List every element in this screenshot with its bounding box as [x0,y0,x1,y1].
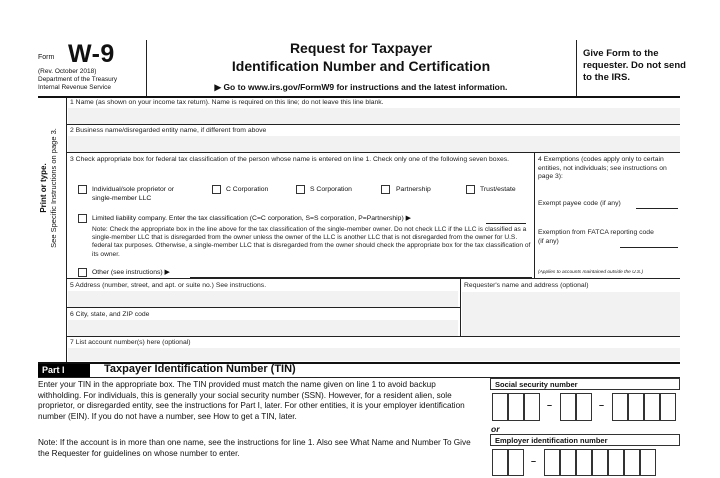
line2-rule [66,152,680,153]
line1-rule [66,124,680,125]
ssn-digit[interactable] [524,393,540,421]
ein-label: Employer identification number [495,436,608,445]
part1-title: Taxpayer Identification Number (TIN) [104,363,296,375]
ssn-header [490,378,680,390]
ein-dash: – [531,456,537,466]
option-other: Other (see instructions) ▶ [92,269,170,276]
ein-digit[interactable] [544,449,560,476]
ein-digit[interactable] [508,449,524,476]
ssn-digit[interactable] [508,393,524,421]
line3-label: 3 Check appropriate box for federal tax classification of the person whose name is entered on line 1. Check only one of the following seven boxes. [70,156,510,163]
option-partnership: Partnership [396,186,431,193]
ssn-digit[interactable] [492,393,508,421]
ssn-digit[interactable] [576,393,592,421]
line7-label: 7 List account number(s) here (optional) [70,339,191,346]
line6-rule [66,336,680,337]
option-llc: Limited liability company. Enter the tax classification (C=C corporation, S=S corporation, P=Partnership) ▶ [92,215,411,222]
ein-digit[interactable] [624,449,640,476]
option-s-corporation: S Corporation [310,186,352,193]
address-field[interactable] [68,291,458,307]
llc-classification-field[interactable] [486,223,526,224]
ssn-dash: – [547,400,553,410]
checkbox-individual[interactable] [78,185,87,194]
fatca-label: Exemption from FATCA reporting code (if any) [538,229,654,245]
exempt-payee-field[interactable] [636,208,678,209]
requester-label: Requester's name and address (optional) [464,282,589,289]
option-trust-estate: Trust/estate [480,186,516,193]
ssn-dash: – [599,400,605,410]
revision-date: (Rev. October 2018) [38,68,97,75]
form-number: W-9 [68,40,115,68]
option-individual: Individual/sole proprietor or single-member LLC [92,186,174,202]
form-title-line2: Identification Number and Certification [231,58,491,74]
ssn-digit[interactable] [560,393,576,421]
ssn-digit[interactable] [644,393,660,421]
or-label: or [491,424,500,434]
ein-digit[interactable] [492,449,508,476]
give-form-notice: Give Form to the requester. Do not send to the IRS. [583,48,686,83]
ssn-digit[interactable] [628,393,644,421]
line6-label: 6 City, state, and ZIP code [70,311,150,318]
irs-label: Internal Revenue Service [38,84,111,91]
form-id-block [38,38,146,96]
requester-field[interactable] [462,292,680,336]
instructions-link[interactable]: ▶ Go to www.irs.gov/FormW9 for instructions and the latest information. [214,82,508,92]
ein-digit[interactable] [592,449,608,476]
line3-rule [66,278,680,279]
checkbox-trust-estate[interactable] [466,185,475,194]
department: Department of the Treasury [38,76,118,83]
option-c-corporation: C Corporation [226,186,269,193]
requester-divider [460,278,461,336]
name-field[interactable] [68,108,680,124]
line5-rule [66,307,460,308]
header-rule [38,96,680,98]
llc-note: Note: Check the appropriate box in the line above for the tax classification of the single-member owner. Do not check LLC if the LLC is classified as a single-member LLC that is disregarded from the owner unless the owner of the LLC is another LLC that is not disregarded from the owner for U.S. federal tax purposes. Otherwise, a single-member LLC that is disregarded from the owner should check the appropriate box for the tax classification of its owner. [92,226,531,258]
ssn-label: Social security number [495,380,578,389]
line5-label: 5 Address (number, street, and apt. or suite no.) See instructions. [70,282,267,289]
ssn-digit[interactable] [612,393,628,421]
fatca-note: (Applies to accounts maintained outside the U.S.) [538,270,644,275]
business-name-field[interactable] [68,136,680,152]
checkbox-other[interactable] [78,268,87,277]
ein-digit[interactable] [576,449,592,476]
checkbox-llc[interactable] [78,214,87,223]
ein-digit[interactable] [640,449,656,476]
tin-note: Note: If the account is in more than one name, see the instructions for line 1. Also see What Name and Number To Give the Requester for guidelines on whose number to enter. [38,438,471,458]
ein-header [490,434,680,446]
form-word: Form [38,54,55,61]
ssn-digit[interactable] [660,393,676,421]
checkbox-s-corporation[interactable] [296,185,305,194]
exempt-payee-label: Exempt payee code (if any) [538,200,621,207]
part1-tag: Part I [38,364,90,377]
line4-label: 4 Exemptions (codes apply only to certain entities, not individuals; see instructions on page 3): [538,156,667,180]
ein-digit[interactable] [560,449,576,476]
print-or-type-label: Print or type. See Specific Instructions on page 3. [39,128,58,248]
header-divider-right [576,40,577,96]
tin-instructions: Enter your TIN in the appropriate box. The TIN provided must match the name given on line 1 to avoid backup withholding. For individuals, this is generally your social security number (SSN). However, for a resident alien, sole proprietor, or disregarded entity, see the instructions for Part I, later. For other entities, it is your employer identification number (EIN). If you do not have a number, see How to get a TIN, later. [38,380,465,421]
line2-label: 2 Business name/disregarded entity name, if different from above [70,127,267,134]
account-number-field[interactable] [68,348,680,361]
fatca-field[interactable] [620,247,678,248]
exemptions-divider [534,152,535,278]
checkbox-c-corporation[interactable] [212,185,221,194]
city-state-zip-field[interactable] [68,320,458,336]
line1-label: 1 Name (as shown on your income tax return). Name is required on this line; do not leave this line blank. [70,99,384,106]
checkbox-partnership[interactable] [381,185,390,194]
side-label-divider [66,98,67,362]
form-title-line1: Request for Taxpayer [289,40,433,56]
ein-digit[interactable] [608,449,624,476]
